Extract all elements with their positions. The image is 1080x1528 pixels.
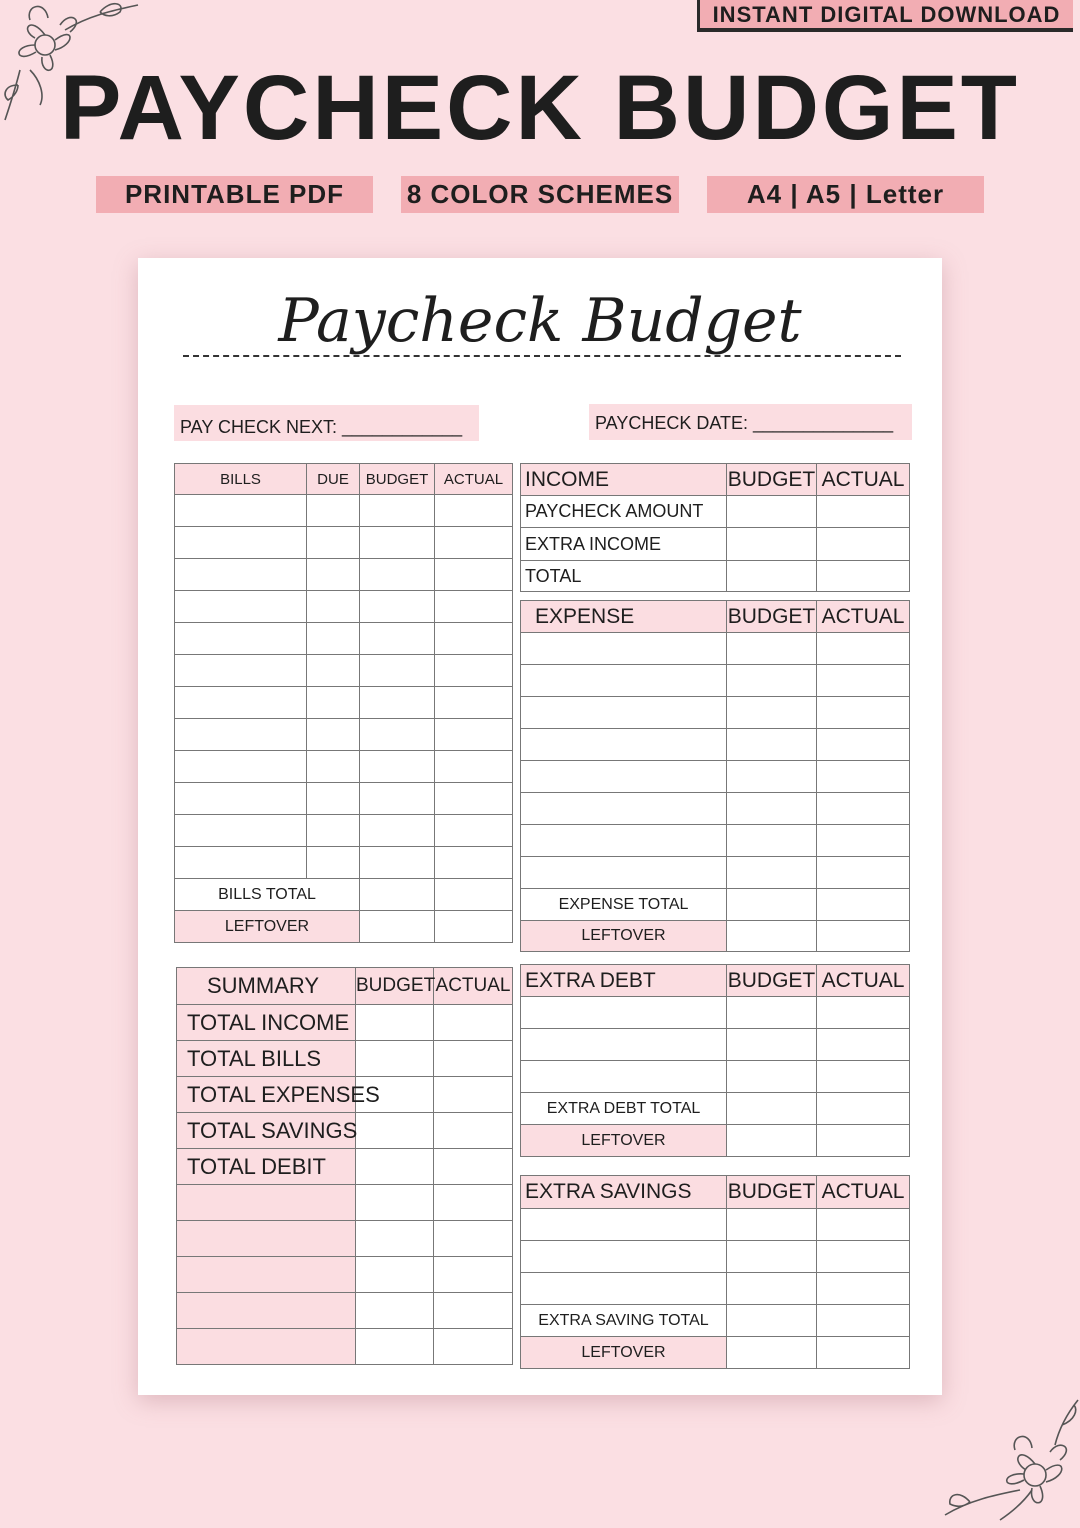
table-cell[interactable] [360, 879, 435, 911]
table-cell[interactable] [356, 1293, 434, 1329]
table-row [175, 847, 513, 879]
table-cell[interactable] [434, 1041, 513, 1077]
table-cell[interactable] [434, 1005, 513, 1041]
extra-savings-leftover-label: LEFTOVER [521, 1337, 727, 1369]
summary-header-row [177, 968, 513, 1005]
table-cell[interactable] [727, 528, 817, 561]
extra-debt-header: EXTRA DEBT [521, 965, 727, 997]
table-cell[interactable] [307, 495, 360, 527]
table-cell[interactable] [435, 495, 513, 527]
summary-row [177, 1221, 513, 1257]
paycheck-date-field[interactable]: PAYCHECK DATE: ______________ [589, 404, 912, 440]
table-cell[interactable] [175, 719, 307, 751]
table-cell[interactable] [727, 793, 817, 825]
summary-row [177, 1293, 513, 1329]
expense-leftover-row [521, 921, 910, 952]
table-cell[interactable] [360, 783, 435, 815]
table-cell[interactable] [175, 591, 307, 623]
table-row [521, 665, 910, 697]
instant-download-badge: INSTANT DIGITAL DOWNLOAD [697, 0, 1073, 32]
table-cell[interactable] [307, 687, 360, 719]
table-cell [177, 1185, 356, 1221]
table-cell[interactable] [356, 1221, 434, 1257]
table-cell[interactable] [435, 559, 513, 591]
table-cell [177, 1257, 356, 1293]
table-cell[interactable] [727, 997, 817, 1029]
table-cell[interactable] [727, 1061, 817, 1093]
table-cell[interactable] [521, 1061, 727, 1093]
table-cell[interactable] [817, 1093, 910, 1125]
table-cell[interactable] [175, 559, 307, 591]
table-cell[interactable] [727, 1093, 817, 1125]
table-cell[interactable] [817, 793, 910, 825]
table-row [521, 697, 910, 729]
table-cell[interactable] [817, 1061, 910, 1093]
budget-sheet [138, 258, 942, 1395]
table-row [521, 1061, 910, 1093]
table-cell[interactable] [521, 1209, 727, 1241]
extra-saving-total-label: EXTRA SAVING TOTAL [521, 1305, 727, 1337]
table-row [521, 1273, 910, 1305]
summary-header: SUMMARY [177, 968, 356, 1005]
summary-row [177, 1077, 513, 1113]
table-row [521, 729, 910, 761]
expense-leftover-label: LEFTOVER [521, 921, 727, 952]
table-cell[interactable] [356, 1257, 434, 1293]
table-cell[interactable] [817, 1337, 910, 1369]
table-cell[interactable] [360, 911, 435, 943]
table-cell[interactable] [435, 783, 513, 815]
bills-leftover-row [175, 911, 513, 943]
table-row [521, 997, 910, 1029]
table-cell[interactable] [435, 687, 513, 719]
table-cell[interactable] [727, 825, 817, 857]
table-row [521, 496, 910, 528]
table-cell[interactable] [435, 847, 513, 879]
table-cell[interactable] [356, 1113, 434, 1149]
table-cell[interactable] [360, 623, 435, 655]
expense-total-row [521, 889, 910, 921]
summary-row [177, 1185, 513, 1221]
pay-check-next-field[interactable]: PAY CHECK NEXT: ____________ [174, 405, 479, 441]
table-row [521, 1029, 910, 1061]
table-cell[interactable] [434, 1077, 513, 1113]
table-cell[interactable] [817, 496, 910, 528]
table-cell[interactable] [817, 997, 910, 1029]
table-cell[interactable] [434, 1293, 513, 1329]
summary-label: TOTAL INCOME [177, 1005, 356, 1041]
table-cell[interactable] [435, 751, 513, 783]
pill-printable-pdf: PRINTABLE PDF [96, 176, 373, 213]
extra-savings-actual-header: ACTUAL [817, 1176, 910, 1209]
summary-actual-header: ACTUAL [434, 968, 513, 1005]
table-cell[interactable] [360, 687, 435, 719]
summary-label: TOTAL BILLS [177, 1041, 356, 1077]
table-cell[interactable] [727, 561, 817, 592]
table-cell [177, 1221, 356, 1257]
table-cell[interactable] [727, 665, 817, 697]
table-cell[interactable] [307, 783, 360, 815]
table-cell[interactable] [434, 1221, 513, 1257]
bills-total-row [175, 879, 513, 911]
table-cell[interactable] [817, 1305, 910, 1337]
table-cell[interactable] [521, 997, 727, 1029]
income-actual-header: ACTUAL [817, 464, 910, 496]
table-cell[interactable] [521, 1029, 727, 1061]
table-row [521, 1241, 910, 1273]
table-cell[interactable] [817, 857, 910, 889]
table-cell[interactable] [727, 697, 817, 729]
table-cell [177, 1329, 356, 1365]
table-cell[interactable] [521, 1241, 727, 1273]
table-cell[interactable] [356, 1041, 434, 1077]
bills-header: BILLS [175, 464, 307, 495]
table-cell[interactable] [727, 1029, 817, 1061]
expense-total-label: EXPENSE TOTAL [521, 889, 727, 921]
table-row [175, 527, 513, 559]
expense-table [520, 600, 910, 952]
bills-header-row [175, 464, 513, 495]
table-cell[interactable] [435, 879, 513, 911]
budget-header: BUDGET [360, 464, 435, 495]
table-cell[interactable] [434, 1257, 513, 1293]
income-total-label: TOTAL [521, 561, 727, 592]
income-table [520, 463, 910, 592]
extra-income-label: EXTRA INCOME [521, 528, 727, 561]
table-cell[interactable] [307, 591, 360, 623]
table-cell[interactable] [175, 687, 307, 719]
table-cell[interactable] [360, 815, 435, 847]
table-row [175, 655, 513, 687]
extra-saving-total-row [521, 1305, 910, 1337]
table-cell[interactable] [817, 761, 910, 793]
table-cell[interactable] [356, 1329, 434, 1365]
extra-debt-total-label: EXTRA DEBT TOTAL [521, 1093, 727, 1125]
table-cell[interactable] [360, 847, 435, 879]
table-cell[interactable] [817, 889, 910, 921]
table-cell[interactable] [727, 1209, 817, 1241]
table-cell[interactable] [817, 1241, 910, 1273]
table-row [175, 687, 513, 719]
table-cell[interactable] [360, 495, 435, 527]
extra-debt-total-row [521, 1093, 910, 1125]
table-row [521, 825, 910, 857]
table-cell [177, 1293, 356, 1329]
table-cell[interactable] [727, 1305, 817, 1337]
table-row [175, 495, 513, 527]
table-cell[interactable] [175, 815, 307, 847]
table-cell[interactable] [521, 793, 727, 825]
table-cell[interactable] [727, 761, 817, 793]
income-budget-header: BUDGET [727, 464, 817, 496]
table-cell[interactable] [727, 1125, 817, 1157]
paycheck-amount-label: PAYCHECK AMOUNT [521, 496, 727, 528]
extra-debt-budget-header: BUDGET [727, 965, 817, 997]
table-row [521, 528, 910, 561]
table-row [175, 783, 513, 815]
table-cell[interactable] [435, 911, 513, 943]
table-row [175, 815, 513, 847]
table-cell[interactable] [175, 495, 307, 527]
income-header-row [521, 464, 910, 496]
flower-bottom-right-icon [940, 1390, 1080, 1528]
bills-leftover-label: LEFTOVER [175, 911, 360, 943]
table-cell[interactable] [727, 1273, 817, 1305]
table-cell[interactable] [356, 1005, 434, 1041]
table-row [175, 559, 513, 591]
table-cell[interactable] [435, 591, 513, 623]
table-cell[interactable] [435, 719, 513, 751]
table-cell[interactable] [817, 633, 910, 665]
table-cell[interactable] [307, 527, 360, 559]
table-cell[interactable] [307, 559, 360, 591]
pill-color-schemes: 8 COLOR SCHEMES [401, 176, 679, 213]
table-cell[interactable] [360, 559, 435, 591]
table-cell[interactable] [175, 623, 307, 655]
table-cell[interactable] [360, 655, 435, 687]
summary-row [177, 1005, 513, 1041]
table-cell[interactable] [360, 751, 435, 783]
table-cell[interactable] [727, 1241, 817, 1273]
table-cell[interactable] [521, 729, 727, 761]
table-cell[interactable] [434, 1149, 513, 1185]
table-row [521, 857, 910, 889]
table-row [521, 761, 910, 793]
table-cell[interactable] [521, 697, 727, 729]
table-cell[interactable] [356, 1149, 434, 1185]
table-cell[interactable] [175, 527, 307, 559]
table-cell[interactable] [307, 719, 360, 751]
summary-row [177, 1257, 513, 1293]
table-cell[interactable] [727, 729, 817, 761]
extra-savings-leftover-row [521, 1337, 910, 1369]
table-row [521, 1209, 910, 1241]
table-cell[interactable] [307, 655, 360, 687]
table-cell[interactable] [727, 496, 817, 528]
extra-debt-actual-header: ACTUAL [817, 965, 910, 997]
extra-savings-budget-header: BUDGET [727, 1176, 817, 1209]
table-cell[interactable] [521, 761, 727, 793]
table-cell[interactable] [521, 857, 727, 889]
summary-row [177, 1329, 513, 1365]
table-cell[interactable] [307, 623, 360, 655]
table-cell[interactable] [307, 751, 360, 783]
table-cell[interactable] [817, 1029, 910, 1061]
expense-actual-header: ACTUAL [817, 601, 910, 633]
expense-budget-header: BUDGET [727, 601, 817, 633]
summary-budget-header: BUDGET [356, 968, 434, 1005]
table-cell[interactable] [817, 921, 910, 952]
table-cell[interactable] [360, 527, 435, 559]
table-row [175, 751, 513, 783]
due-header: DUE [307, 464, 360, 495]
table-cell[interactable] [307, 847, 360, 879]
table-cell[interactable] [727, 889, 817, 921]
table-cell[interactable] [521, 665, 727, 697]
summary-label: TOTAL SAVINGS [177, 1113, 356, 1149]
bills-table [174, 463, 513, 943]
summary-label: TOTAL DEBIT [177, 1149, 356, 1185]
table-cell[interactable] [727, 633, 817, 665]
table-cell[interactable] [817, 697, 910, 729]
expense-header: EXPENSE [521, 601, 727, 633]
pill-paper-sizes: A4 | A5 | Letter [707, 176, 984, 213]
table-cell[interactable] [307, 815, 360, 847]
table-cell[interactable] [435, 815, 513, 847]
table-cell[interactable] [175, 847, 307, 879]
table-cell[interactable] [434, 1185, 513, 1221]
table-cell[interactable] [817, 528, 910, 561]
table-row [175, 591, 513, 623]
table-cell[interactable] [817, 1209, 910, 1241]
extra-debt-leftover-label: LEFTOVER [521, 1125, 727, 1157]
table-cell[interactable] [360, 719, 435, 751]
table-cell[interactable] [175, 751, 307, 783]
table-cell[interactable] [435, 527, 513, 559]
summary-label: TOTAL EXPENSES [177, 1077, 356, 1113]
table-row [521, 793, 910, 825]
table-cell[interactable] [434, 1329, 513, 1365]
table-cell[interactable] [435, 623, 513, 655]
table-row [521, 561, 910, 592]
table-row [175, 719, 513, 751]
income-header: INCOME [521, 464, 727, 496]
table-cell[interactable] [817, 1125, 910, 1157]
table-cell[interactable] [727, 921, 817, 952]
table-cell[interactable] [175, 783, 307, 815]
bills-total-label: BILLS TOTAL [175, 879, 360, 911]
table-row [175, 623, 513, 655]
table-cell[interactable] [817, 825, 910, 857]
extra-savings-table [520, 1175, 910, 1369]
summary-row [177, 1041, 513, 1077]
table-cell[interactable] [435, 655, 513, 687]
table-cell[interactable] [434, 1113, 513, 1149]
extra-debt-leftover-row [521, 1125, 910, 1157]
main-title: PAYCHECK BUDGET [59, 57, 1020, 159]
table-cell[interactable] [360, 591, 435, 623]
table-cell[interactable] [521, 633, 727, 665]
table-cell[interactable] [356, 1185, 434, 1221]
table-cell[interactable] [817, 561, 910, 592]
summary-row [177, 1113, 513, 1149]
table-cell[interactable] [817, 1273, 910, 1305]
sheet-script-title: Paycheck Budget [278, 286, 802, 356]
table-cell[interactable] [521, 825, 727, 857]
expense-header-row [521, 601, 910, 633]
table-cell[interactable] [817, 729, 910, 761]
summary-table [176, 967, 513, 1365]
table-cell[interactable] [521, 1273, 727, 1305]
extra-savings-header-row [521, 1176, 910, 1209]
table-cell[interactable] [727, 857, 817, 889]
extra-debt-table [520, 964, 910, 1157]
extra-debt-header-row [521, 965, 910, 997]
extra-savings-header: EXTRA SAVINGS [521, 1176, 727, 1209]
table-cell[interactable] [817, 665, 910, 697]
table-cell[interactable] [727, 1337, 817, 1369]
table-cell[interactable] [175, 655, 307, 687]
actual-header: ACTUAL [435, 464, 513, 495]
summary-row [177, 1149, 513, 1185]
table-row [521, 633, 910, 665]
